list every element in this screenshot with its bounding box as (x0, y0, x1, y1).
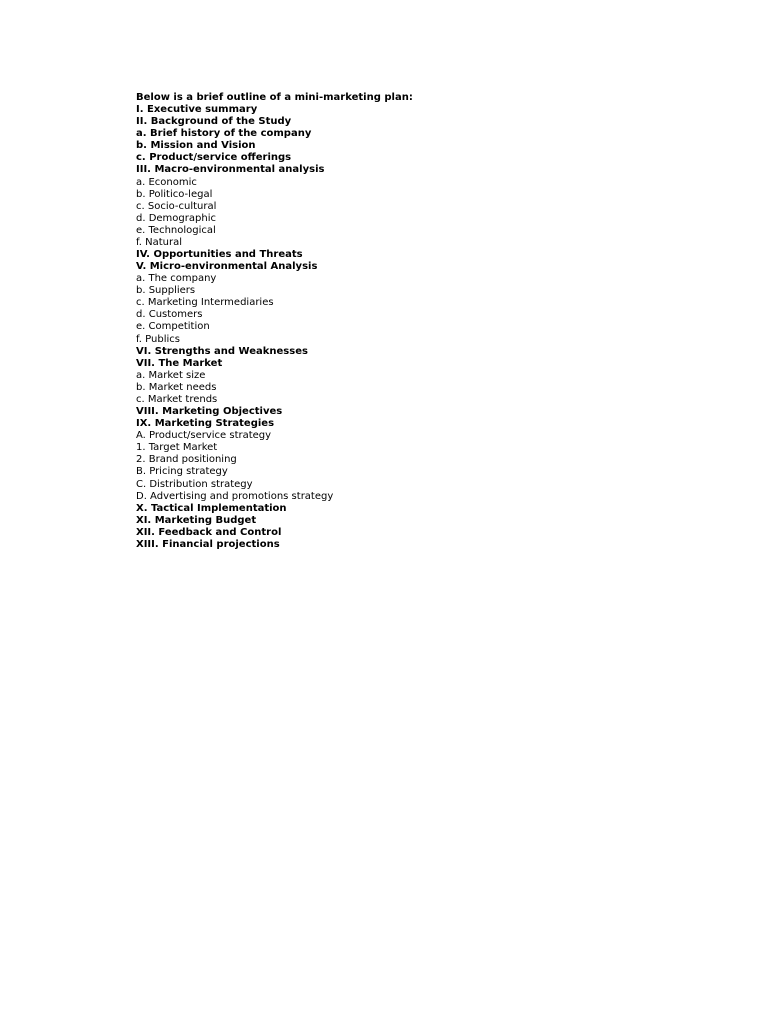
outline-line: X. Tactical Implementation (136, 502, 287, 514)
outline-line: e. Technological (136, 224, 216, 236)
outline-line: VII. The Market (136, 357, 223, 369)
outline-line: 1. Target Market (136, 442, 218, 454)
outline-line: c. Socio-cultural (136, 200, 217, 212)
outline-line: A. Product/service strategy (136, 430, 272, 442)
outline-line: I. Executive summary (136, 104, 258, 116)
outline-line: c. Product/service offerings (136, 152, 292, 164)
outline-line: f. Publics (136, 333, 180, 345)
outline-line: III. Macro-environmental analysis (136, 164, 325, 176)
outline-line: Below is a brief outline of a mini-marketing plan: (136, 92, 413, 103)
outline-line: IX. Marketing Strategies (136, 418, 275, 430)
outline-line: V. Micro-environmental Analysis (136, 261, 318, 273)
outline-line: B. Pricing strategy (136, 466, 228, 478)
outline-line: D. Advertising and promotions strategy (136, 490, 334, 502)
marketing-plan-outline (136, 92, 413, 551)
outline-line: 2. Brand positioning (136, 454, 237, 466)
outline-line: f. Natural (136, 236, 183, 248)
outline-line: a. The company (136, 273, 217, 285)
outline-line: d. Customers (136, 309, 203, 321)
outline-line: II. Background of the Study (136, 116, 292, 128)
outline-line: XI. Marketing Budget (136, 514, 257, 526)
outline-line: b. Suppliers (136, 285, 196, 297)
outline-line: c. Marketing Intermediaries (136, 297, 274, 309)
outline-line: d. Demographic (136, 212, 216, 224)
outline-line: VI. Strengths and Weaknesses (136, 345, 308, 357)
outline-line: a. Market size (136, 369, 206, 381)
outline-line: b. Politico-legal (136, 188, 213, 200)
outline-line: XIII. Financial projections (136, 538, 280, 550)
outline-line: b. Market needs (136, 381, 217, 393)
outline-line: VIII. Marketing Objectives (136, 406, 283, 418)
outline-line: a. Brief history of the company (136, 128, 312, 140)
outline-line: c. Market trends (136, 393, 218, 405)
outline-line: IV. Opportunities and Threats (136, 249, 303, 261)
outline-line: b. Mission and Vision (136, 140, 256, 152)
outline-line: C. Distribution strategy (136, 478, 253, 490)
outline-line: e. Competition (136, 321, 210, 333)
outline-line: a. Economic (136, 176, 197, 188)
outline-line: XII. Feedback and Control (136, 526, 282, 538)
